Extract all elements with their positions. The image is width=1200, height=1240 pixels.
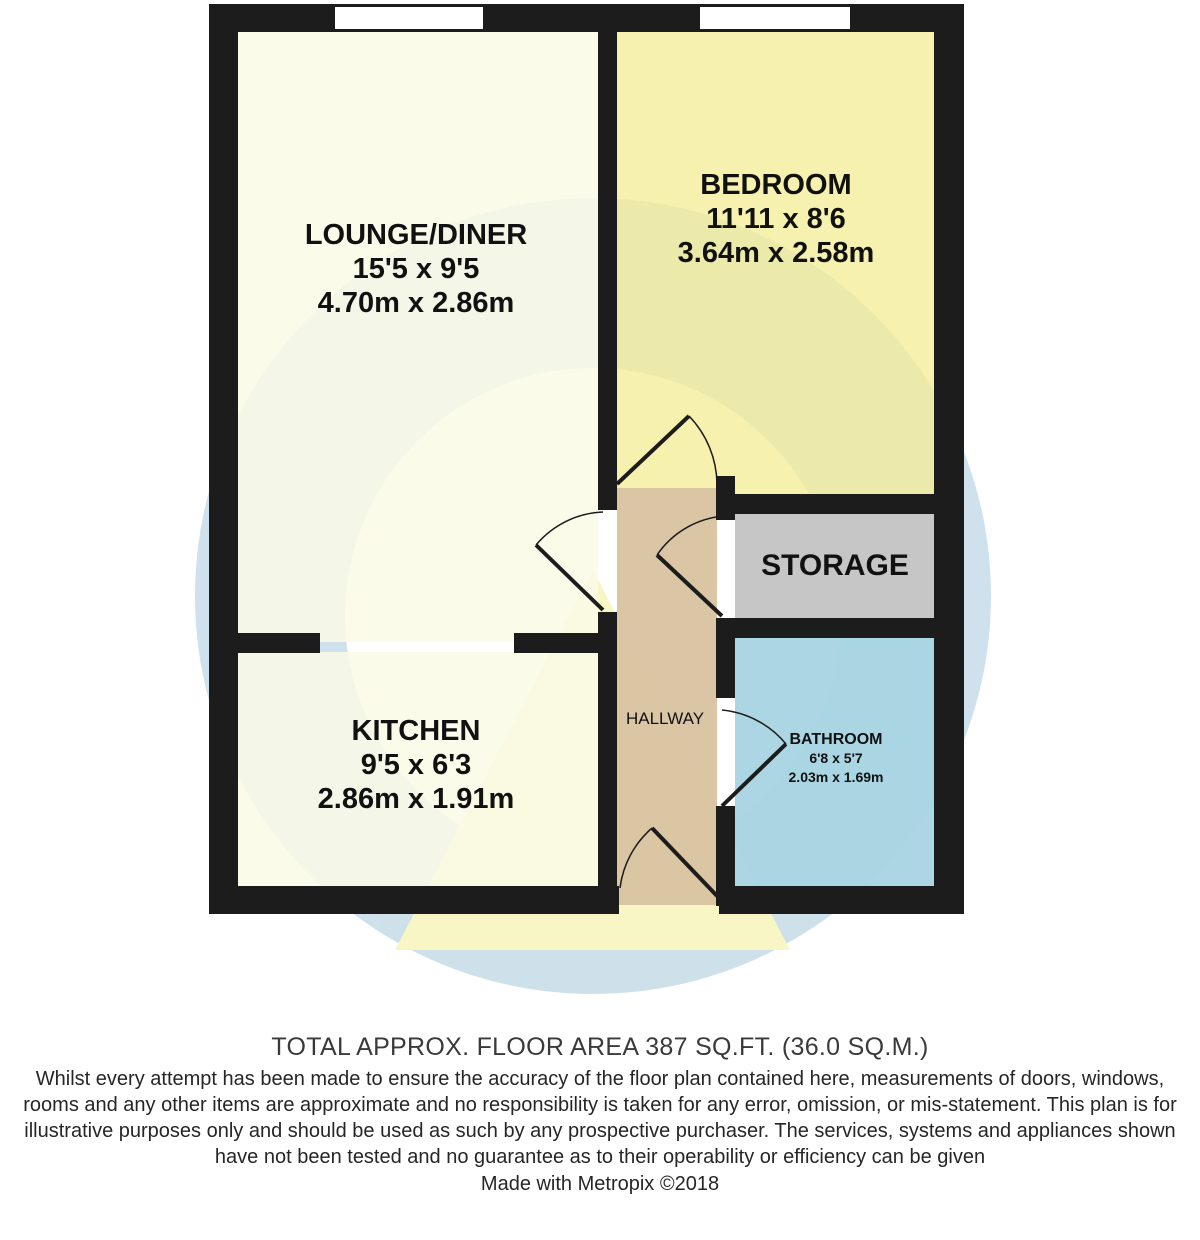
bathroom-label <box>736 730 936 787</box>
lounge-diner-name: LOUNGE/DINER <box>304 219 528 251</box>
hallway-label <box>606 708 724 730</box>
kitchen-metric: 2.86m x 1.91m <box>317 783 515 815</box>
credit-text: Made with Metropix ©2018 <box>480 1173 720 1195</box>
disclaimer-text: Whilst every attempt has been made to ensure the accuracy of the floor plan contained here, measurements of doors, windows, rooms and any other items are approximate and no responsibility is taken for any error, omission, or mis-statement. This plan is for illustrative purposes only and should be used as such by any prospective purchaser. The services, systems and appliances shown have not been tested and no guarantee as to their operability or efficiency can be given <box>23 1068 1177 1168</box>
window-bedroom <box>699 6 851 30</box>
kitchen-imperial: 9'5 x 6'3 <box>360 749 472 781</box>
wall-kitchen-right <box>514 633 598 653</box>
wall-bottom-left <box>209 886 619 914</box>
hallway-name: HALLWAY <box>625 709 705 728</box>
storage-label <box>735 548 935 584</box>
bedroom-label <box>618 168 934 270</box>
bedroom-metric: 3.64m x 2.58m <box>677 237 875 269</box>
total-floor-area: TOTAL APPROX. FLOOR AREA 387 SQ.FT. (36.0 SQ.M.) <box>271 1033 929 1061</box>
wall-hall-right-3 <box>716 806 735 906</box>
wall-bottom-right <box>719 886 964 914</box>
storage-name: STORAGE <box>761 549 909 582</box>
wall-hall-right-1 <box>716 476 735 520</box>
wall-right <box>934 4 964 914</box>
footer <box>0 1030 1200 1198</box>
bathroom-metric: 2.03m x 1.69m <box>788 769 884 785</box>
bathroom-name: BATHROOM <box>789 731 883 748</box>
kitchen-label <box>216 714 616 816</box>
wall-storage-bottom <box>716 618 934 638</box>
lounge-diner-label <box>216 218 616 320</box>
wall-bedroom-bottom <box>716 494 934 514</box>
lounge-diner-imperial: 15'5 x 9'5 <box>352 253 480 285</box>
lounge-diner-metric: 4.70m x 2.86m <box>317 287 515 319</box>
wall-kitchen-left <box>238 633 320 653</box>
bedroom-name: BEDROOM <box>700 169 852 201</box>
bedroom-imperial: 11'11 x 8'6 <box>706 203 846 235</box>
bathroom-imperial: 6'8 x 5'7 <box>809 750 863 766</box>
window-lounge <box>334 6 484 30</box>
kitchen-name: KITCHEN <box>351 715 481 747</box>
